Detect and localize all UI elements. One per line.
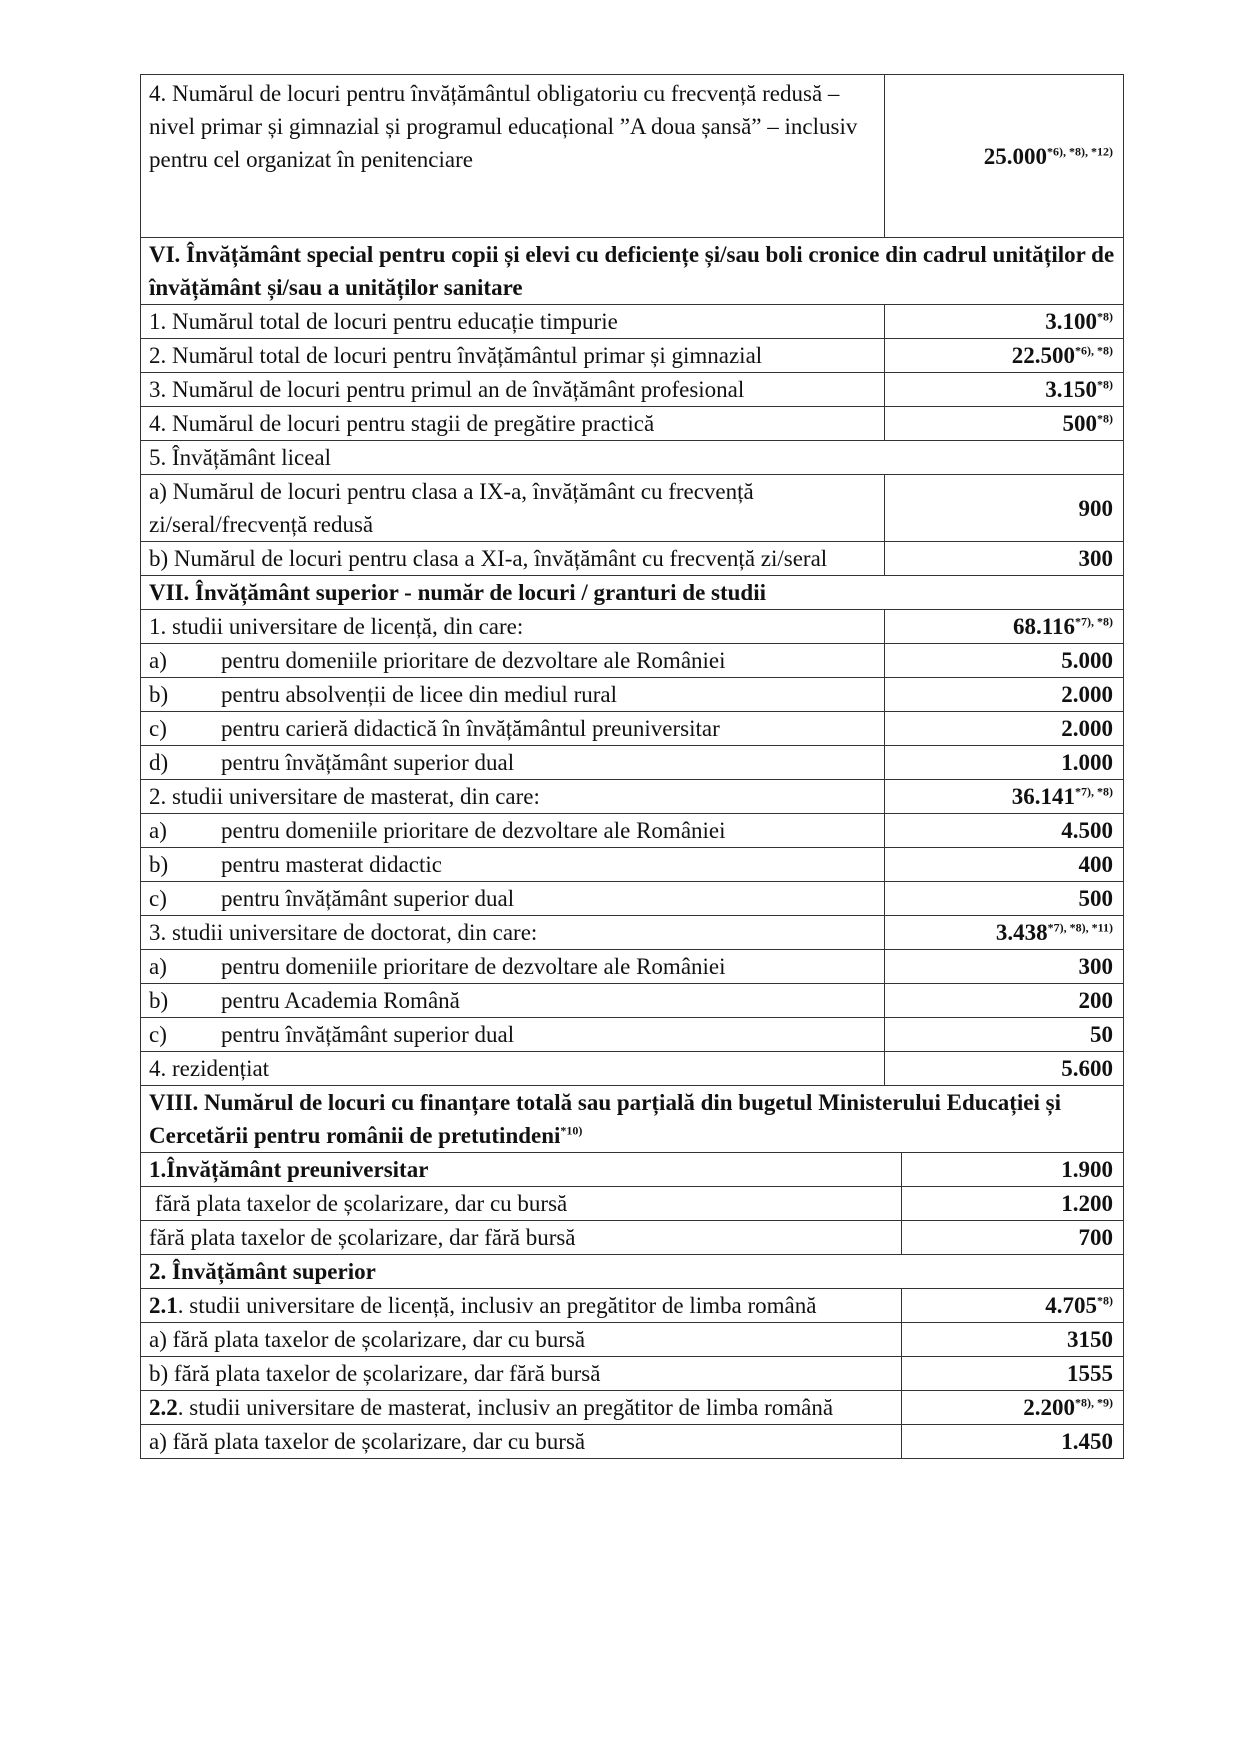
section-viii-title: VIII. Numărul de locuri cu finanțare totală sau parțială din bugetul Ministerului Educației și Cercetării pentru românii de pretutindeni$^{*10)}$ [141,1085,1124,1152]
row-label: 2. Numărul total de locuri pentru învățământul primar și gimnazial [141,339,885,373]
row-value: 1.000 [885,746,1124,780]
row-value: 1555 [902,1356,1124,1390]
table-row [141,1390,1124,1424]
table-row [141,814,1124,848]
row-label: a) pentru domeniile prioritare de dezvoltare ale României [141,814,885,848]
row-label: 4. Numărul de locuri pentru stagii de pregătire practică [141,407,885,441]
table-row [141,475,1124,542]
row-label: b) fără plata taxelor de școlarizare, dar fără bursă [141,1356,902,1390]
row-label: 1. studii universitare de licență, din care: [141,610,885,644]
table-row [141,610,1124,644]
section-header [141,576,1124,610]
table-row [141,373,1124,407]
row-label: b) pentru Academia Română [141,984,885,1018]
row-value: 4.705$^{*8)}$ [902,1288,1124,1322]
table-row [141,1356,1124,1390]
row-value: $25.000^{*6), *8), *12)}$ [885,75,1124,238]
row-label: 2. studii universitare de masterat, din care: [141,780,885,814]
table-row [141,1152,1124,1186]
row-label: b) Numărul de locuri pentru clasa a XI-a, învățământ cu frecvență zi/seral [141,542,885,576]
row-value: $36.141^{*7), *8)}$ [885,780,1124,814]
row-value: 3.150$^{*8)}$ [885,373,1124,407]
row-value: 2.000 [885,678,1124,712]
row-label: c) pentru carieră didactică în învățământul preuniversitar [141,712,885,746]
row-value: 5.600 [885,1052,1124,1086]
row-value: 500 [885,882,1124,916]
row-label: fără plata taxelor de școlarizare, dar cu bursă [141,1186,902,1220]
row-label: a) Numărul de locuri pentru clasa a IX-a, învățământ cu frecvență zi/seral/frecvență redusă [141,475,885,542]
table-row [141,1186,1124,1220]
row-value: 50 [885,1018,1124,1052]
table-row [141,339,1124,373]
table-row [141,75,1124,238]
row-label: 3. studii universitare de doctorat, din care: [141,916,885,950]
row-label: b) pentru masterat didactic [141,848,885,882]
row-label: 2.2. studii universitare de masterat, inclusiv an pregătitor de limba română [141,1390,902,1424]
row-label: 4. Numărul de locuri pentru învățământul obligatoriu cu frecvență redusă – nivel primar și gimnazial și programul educațional ”A doua șansă” – inclusiv pentru cel organizat în penitenciare [141,75,885,238]
row-value: 1.450 [902,1424,1124,1458]
table-row [141,712,1124,746]
row-value: 900 [885,475,1124,542]
row-value: 500$^{*8)}$ [885,407,1124,441]
row-value: $22.500^{*6), *8)}$ [885,339,1124,373]
row-value: $3.438^{*7), *8), *11)}$ [885,916,1124,950]
table-row [141,1322,1124,1356]
section-header [141,238,1124,305]
row-value: 1.900 [902,1152,1124,1186]
row-label: a) pentru domeniile prioritare de dezvoltare ale României [141,950,885,984]
row-value: 3150 [902,1322,1124,1356]
table-row [141,305,1124,339]
row-label: a) pentru domeniile prioritare de dezvoltare ale României [141,644,885,678]
subsection-header [141,1254,1124,1288]
table-row [141,848,1124,882]
row-label: a) fără plata taxelor de școlarizare, dar cu bursă [141,1322,902,1356]
row-value: $2.200^{*8), *9)}$ [902,1390,1124,1424]
table-row [141,916,1124,950]
subsection-header [141,441,1124,475]
row-label: 1. Numărul total de locuri pentru educație timpurie [141,305,885,339]
row-label: b) pentru absolvenții de licee din mediul rural [141,678,885,712]
row-label: 3. Numărul de locuri pentru primul an de învățământ profesional [141,373,885,407]
row-label: a) fără plata taxelor de școlarizare, dar cu bursă [141,1424,902,1458]
document-page [140,74,1123,1459]
table-row [141,1018,1124,1052]
table-row [141,780,1124,814]
row-label: c) pentru învățământ superior dual [141,882,885,916]
row-value: 4.500 [885,814,1124,848]
section-vii-title: VII. Învățământ superior - număr de locuri / granturi de studii [141,576,1124,610]
section-header [141,1085,1124,1152]
row-value: 1.200 [902,1186,1124,1220]
table-row [141,542,1124,576]
row-label: 1.Învățământ preuniversitar [141,1152,902,1186]
row-value: $68.116^{*7), *8)}$ [885,610,1124,644]
romanians-abroad-table [140,1085,1124,1459]
table-row [141,746,1124,780]
row-label: 2.1. studii universitare de licență, inclusiv an pregătitor de limba română [141,1288,902,1322]
row-value: 400 [885,848,1124,882]
row-value: 5.000 [885,644,1124,678]
row-value: 300 [885,950,1124,984]
section-vi-title: VI. Învățământ special pentru copii și elevi cu deficiențe și/sau boli cronice din cadrul unităților de învățământ și/sau a unităților sanitare [141,238,1124,305]
table-row [141,678,1124,712]
row-value: 2.000 [885,712,1124,746]
superior-title: 2. Învățământ superior [141,1254,1124,1288]
row-value: 300 [885,542,1124,576]
table-row [141,950,1124,984]
table-row [141,1052,1124,1086]
table-row [141,984,1124,1018]
table-row [141,1424,1124,1458]
row-label: fără plata taxelor de școlarizare, dar fără bursă [141,1220,902,1254]
table-row [141,644,1124,678]
row-label: c) pentru învățământ superior dual [141,1018,885,1052]
table-row [141,1288,1124,1322]
table-row [141,407,1124,441]
table-row [141,1220,1124,1254]
row-label: 4. rezidențiat [141,1052,885,1086]
table-row [141,882,1124,916]
row-label: d) pentru învățământ superior dual [141,746,885,780]
liceal-title: 5. Învățământ liceal [141,441,1124,475]
row-value: 200 [885,984,1124,1018]
row-value: 700 [902,1220,1124,1254]
budget-places-table [140,74,1124,1086]
row-value: 3.100$^{*8)}$ [885,305,1124,339]
